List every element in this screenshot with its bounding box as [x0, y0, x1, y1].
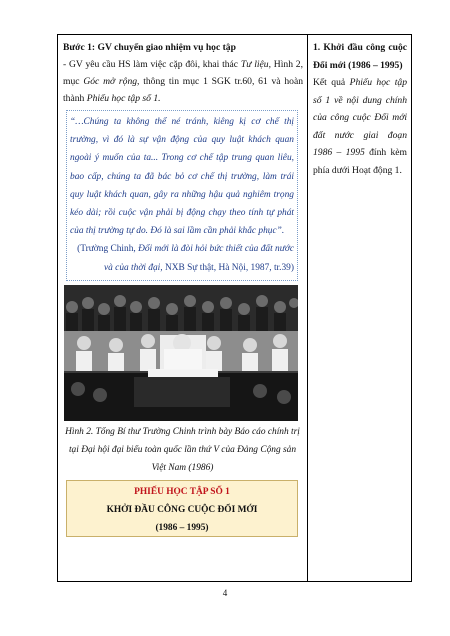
section-text: đính kèm phía dưới Hoạt động 1.: [313, 147, 407, 176]
quote-source-text: (Trường Chinh,: [77, 244, 139, 255]
task-text-italic: Phiếu học tập số 1.: [86, 93, 161, 104]
task-text-italic: Tư liệu,: [240, 59, 272, 70]
section-heading: 1. Khởi đầu công cuộc Đổi mới (1986 – 1995): [313, 42, 407, 71]
right-column-cell: [308, 35, 412, 582]
worksheet-subtitle: KHỞI ĐẦU CÔNG CUỘC ĐỔI MỚI: [106, 504, 258, 515]
page-number: 4: [222, 588, 228, 598]
left-column-cell: [58, 35, 308, 582]
section-text-italic: về nội dung chính của công cuộc Đổi mới đất nước giai đoạn 1986 – 1995: [313, 94, 408, 158]
task-text-italic: Góc mở rộng,: [83, 76, 140, 87]
worksheet-period: (1986 – 1995): [155, 522, 209, 533]
content-table: [57, 34, 412, 582]
step-heading: Bước 1: GV chuyển giao nhiệm vụ học tập: [63, 42, 236, 53]
section-text: Kết quả: [313, 77, 350, 88]
quote-source: [70, 240, 294, 276]
congress-photo: [64, 285, 298, 421]
photo-caption: Hình 2. Tổng Bí thư Trường Chinh trình bày Báo cáo chính trị tại Đại hội đại biểu toàn quốc lần thứ V của Đảng Cộng sản Việt Nam (1986): [65, 426, 300, 473]
quote-source-title: Đổi mới là đòi hỏi bức thiết của đất nước và của thời đại,: [103, 244, 294, 273]
task-text: thông tin mục 1 SGK tr.60, 61 và hoàn thành: [63, 76, 303, 104]
task-paragraph: [63, 56, 303, 107]
section-text-italic: Phiếu học tập số 1: [313, 77, 407, 106]
quote-source-text: NXB Sự thật, Hà Nội, 1987, tr.39): [162, 262, 294, 273]
worksheet-box: [66, 480, 298, 537]
task-text: Hình 2, mục: [63, 59, 303, 87]
worksheet-title: PHIẾU HỌC TẬP SỐ 1: [134, 486, 230, 497]
quote-text: “…Chúng ta không thể né tránh, kiêng kị cơ chế thị trường, vì đó là sự vận động của quy luật khách quan ngoài ý muốn của ta... Trong cơ chế tập trung quan liêu, bao cấp, chúng ta đã bác bỏ cơ chế thị trường, làm trái quy luật khách quan, gây ra những hậu quả nghiêm trọng kéo dài; rồi cuộc vận phải bị động chạy theo tính tự phát của thị trường tự do. Đó là sai lầm cần phải khắc phục”.: [70, 117, 294, 237]
quote-box: [66, 110, 298, 281]
section-paragraph: [313, 74, 407, 179]
task-text: - GV yêu cầu HS làm việc cặp đôi, khai thác: [63, 59, 241, 70]
